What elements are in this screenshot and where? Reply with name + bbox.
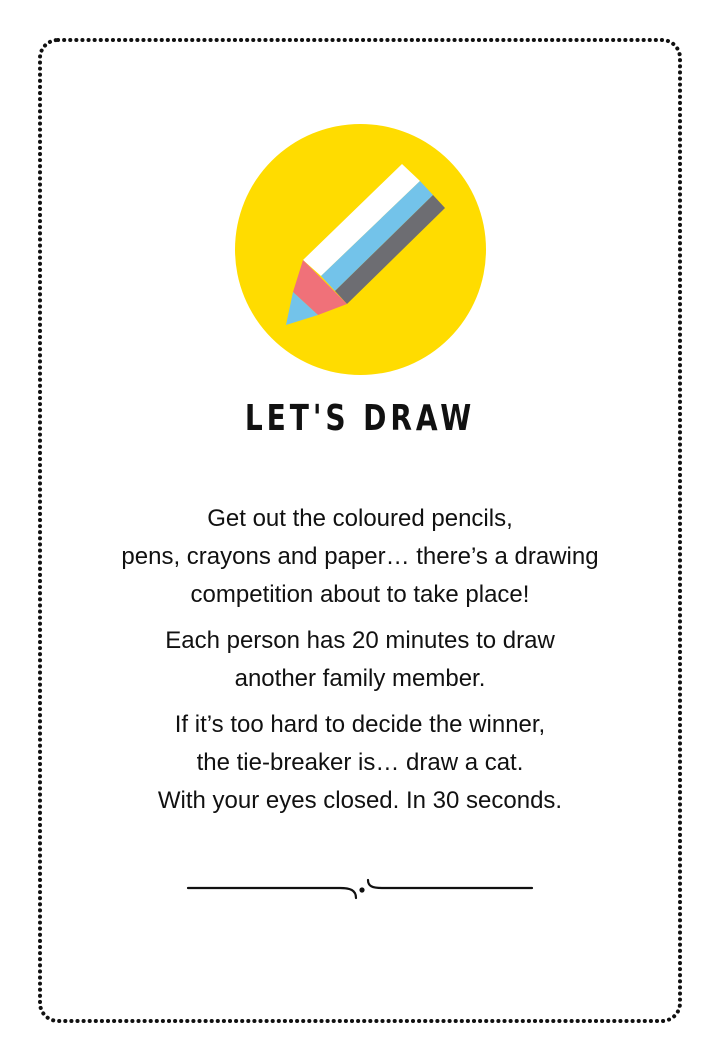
ornament-divider [180,872,540,902]
text-line: pens, crayons and paper… there’s a drawing [121,543,599,570]
text-line: competition about to take place! [190,581,530,608]
pencil-icon [235,124,486,375]
card-body [60,500,660,828]
text-line: If it’s too hard to decide the winner, [174,711,546,738]
text-line: Each person has 20 minutes to draw [165,627,555,654]
text-line: another family member. [234,665,486,692]
text-line: the tie-breaker is… draw a cat. [196,749,524,776]
text-line: Get out the coloured pencils, [207,505,513,532]
paragraph-rules [60,622,660,698]
text-line: With your eyes closed. In 30 seconds. [157,787,563,814]
paragraph-intro [60,500,660,614]
card-title: LET'S DRAW [244,398,476,439]
paragraph-tiebreaker [60,706,660,820]
